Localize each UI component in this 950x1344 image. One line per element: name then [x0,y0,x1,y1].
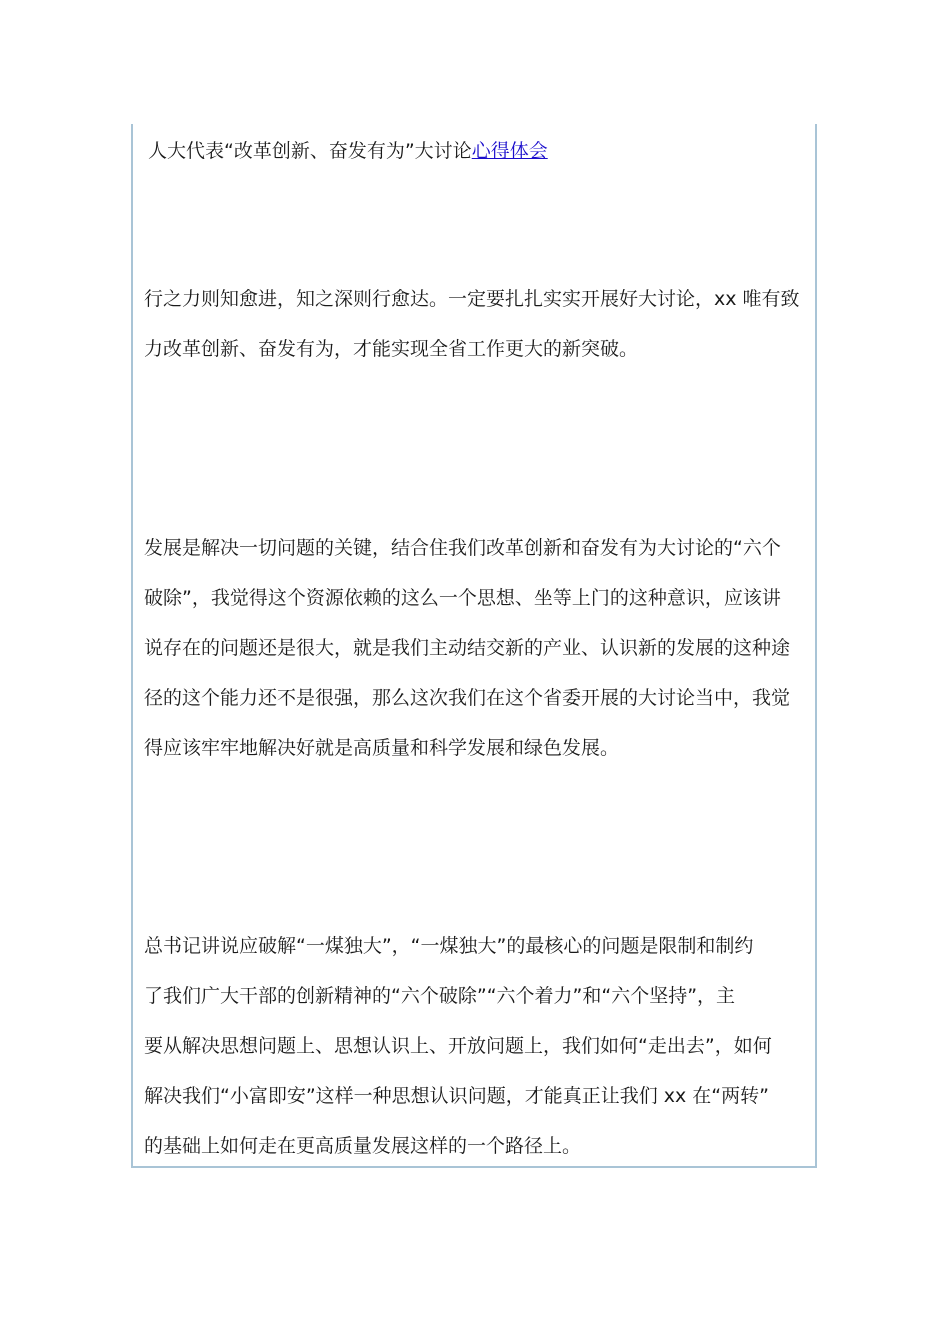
paragraph-line: 发展是解决一切问题的关键，结合住我们改革创新和奋发有为大讨论的“六个 [144,537,781,559]
paragraph-line: 得应该牢牢地解决好就是高质量和科学发展和绿色发展。 [144,737,620,759]
paragraph-line: 力改革创新、奋发有为，才能实现全省工作更大的新突破。 [144,338,639,360]
paragraph-line: 说存在的问题还是很大，就是我们主动结交新的产业、认识新的发展的这种途 [144,637,791,659]
title-text: 人大代表“改革创新、奋发有为”大讨论 [148,140,472,162]
paragraph-line: 解决我们“小富即安”这样一种思想认识问题，才能真正让我们 xx 在“两转” [144,1085,769,1107]
paragraph-line: 的基础上如何走在更高质量发展这样的一个路径上。 [144,1135,582,1157]
paragraph-line: 总书记讲说应破解“一煤独大”，“一煤独大”的最核心的问题是限制和制约 [144,935,754,957]
paragraph-line: 要从解决思想问题上、思想认识上、开放问题上，我们如何“走出去”，如何 [144,1035,772,1057]
paragraph-line: 破除”，我觉得这个资源依赖的这么一个思想、坐等上门的这种意识，应该讲 [144,587,781,609]
paragraph-line: 径的这个能力还不是很强，那么这次我们在这个省委开展的大讨论当中，我觉 [144,687,791,709]
document-title [148,137,548,165]
paragraph-2 [144,523,804,773]
paragraph-line: 行之力则知愈进，知之深则行愈达。一定要扎扎实实开展好大讨论，xx 唯有致 [144,288,800,310]
paragraph-3 [144,921,804,1171]
title-link[interactable]: 心得体会 [471,140,548,162]
paragraph-1 [144,274,804,374]
paragraph-line: 了我们广大干部的创新精神的“六个破除”“六个着力”和“六个坚持”，主 [144,985,736,1007]
